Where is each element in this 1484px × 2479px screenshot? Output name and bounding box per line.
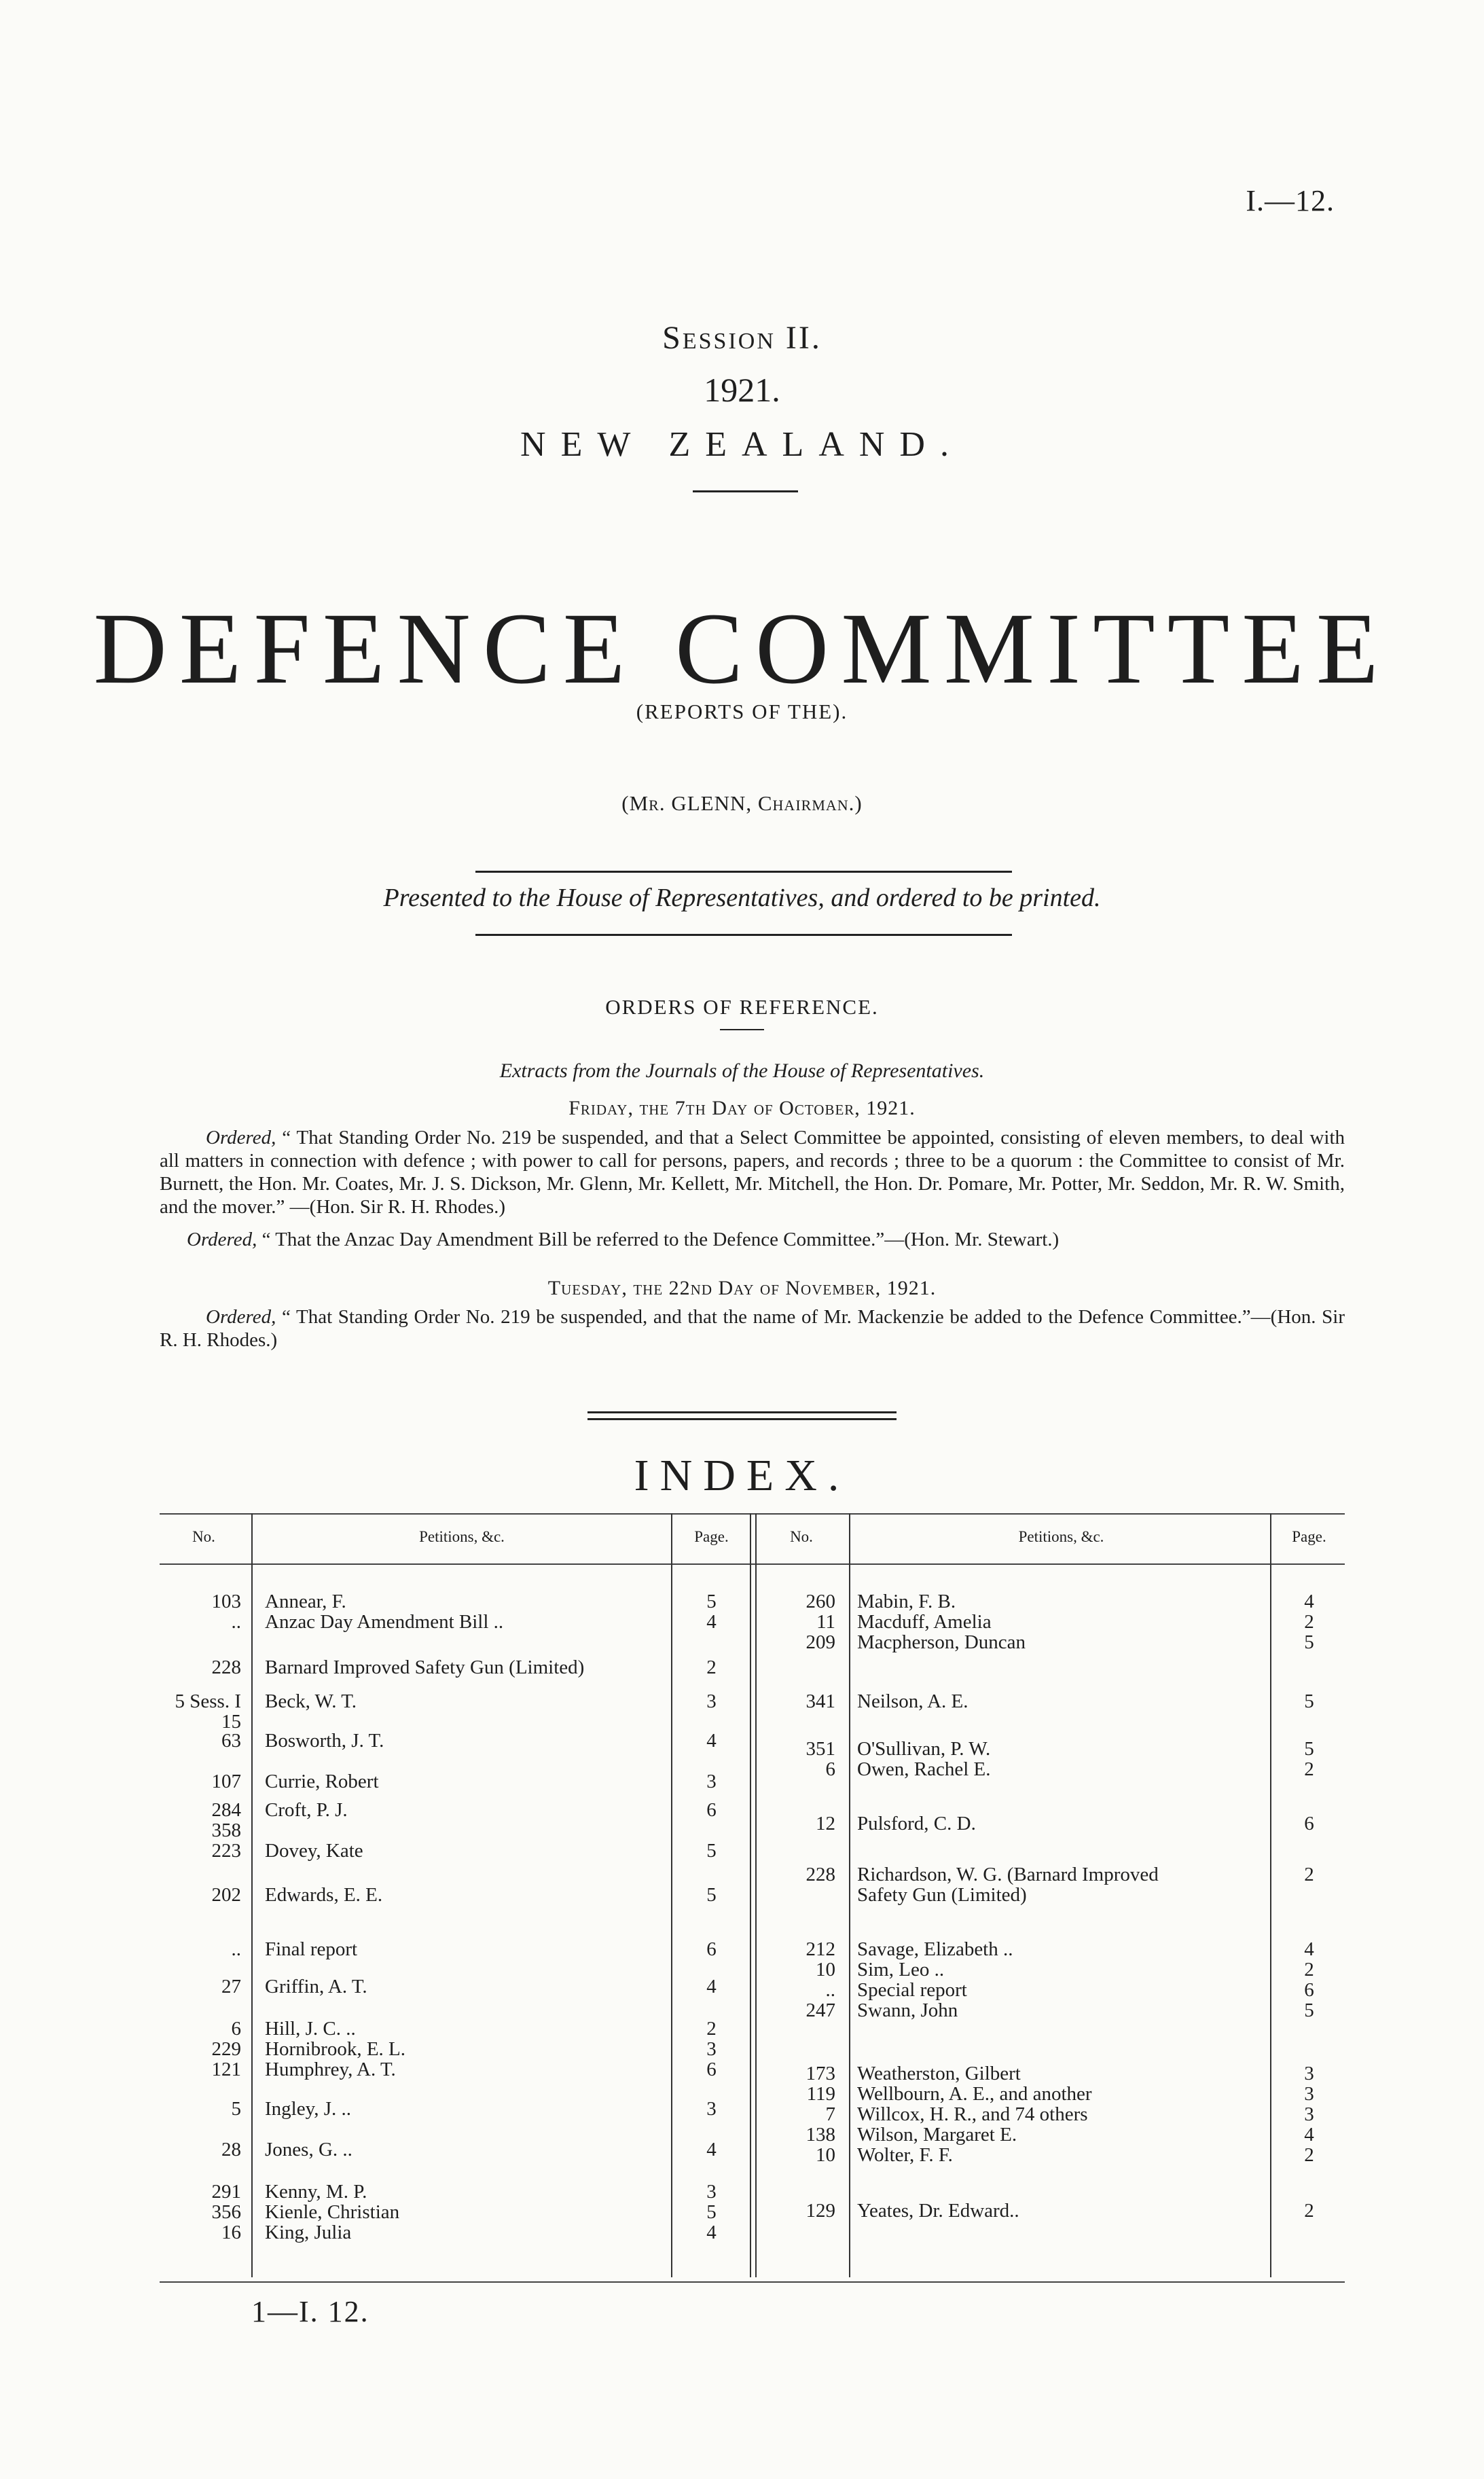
row-number: 16 [221, 2222, 241, 2243]
row-page: 3 [1304, 2083, 1314, 2105]
row-petition: Beck, W. T. [265, 1690, 357, 1712]
row-petition: Yeates, Dr. Edward.. [857, 2200, 1019, 2222]
row-number: .. [231, 1938, 241, 1960]
row-petition: Sim, Leo .. [857, 1959, 945, 1980]
col-header-no: No. [790, 1528, 813, 1545]
row-petition: Weatherston, Gilbert [857, 2063, 1021, 2084]
col-header-petitions: Petitions, &c. [419, 1528, 505, 1545]
row-petition: Currie, Robert [265, 1771, 379, 1792]
row-page: 5 [1304, 2000, 1314, 2021]
page-subtitle: (REPORTS OF THE). [636, 700, 848, 723]
row-number: 228 [211, 1657, 241, 1678]
col-header-petitions: Petitions, &c. [1018, 1528, 1104, 1545]
row-number: 12 [816, 1813, 835, 1834]
row-page: 3 [1304, 2063, 1314, 2084]
row-petition: Hill, J. C. .. [265, 2018, 356, 2040]
divider [587, 1411, 897, 1413]
row-petition: Savage, Elizabeth .. [857, 1938, 1013, 1960]
session-label: Session II. [662, 320, 822, 356]
divider [693, 490, 798, 492]
row-page: 6 [706, 1938, 717, 1960]
row-number: 358 [211, 1820, 241, 1841]
row-petition: Special report [857, 1979, 967, 2001]
row-number: 10 [816, 1959, 835, 1980]
row-number: 228 [806, 1864, 835, 1885]
country-label: NEW ZEALAND. [520, 425, 964, 464]
table-bottom-rule [160, 2281, 1345, 2283]
chairman-label: (Mr. GLENN, Chairman.) [621, 791, 863, 815]
row-page: 4 [1304, 2124, 1314, 2146]
row-petition: Croft, P. J. [265, 1799, 348, 1821]
row-number: 129 [806, 2200, 835, 2222]
row-page: 2 [1304, 1758, 1314, 1780]
row-page: 5 [706, 1884, 717, 1906]
row-number: 260 [806, 1591, 835, 1612]
row-page: 6 [1304, 1979, 1314, 2001]
row-page: 6 [706, 2059, 717, 2080]
row-petition: Jones, G. .. [265, 2139, 352, 2160]
row-number: 351 [806, 1738, 835, 1760]
order-date-1: Friday, the 7th Day of October, 1921. [568, 1097, 916, 1119]
row-number: 202 [211, 1884, 241, 1906]
presented-note: Presented to the House of Representatives, and ordered to be printed. [383, 884, 1101, 912]
column-rule [755, 1513, 757, 2277]
row-number: 27 [221, 1976, 241, 1997]
row-page: 2 [1304, 1959, 1314, 1980]
row-page: 2 [706, 1657, 717, 1678]
row-number: 28 [221, 2139, 241, 2160]
row-petition: Hornibrook, E. L. [265, 2038, 405, 2060]
row-page: 4 [706, 2222, 717, 2243]
table-header-rule [160, 1563, 1345, 1565]
row-petition: Barnard Improved Safety Gun (Limited) [265, 1657, 585, 1678]
column-rule [671, 1513, 672, 2277]
row-number: 341 [806, 1690, 835, 1712]
row-petition: Dovey, Kate [265, 1840, 363, 1862]
column-rule [750, 1513, 751, 2277]
row-number: 6 [231, 2018, 241, 2040]
row-number: 5 [231, 2098, 241, 2120]
row-page: 3 [706, 2038, 717, 2060]
divider [475, 871, 1012, 873]
row-page: 3 [1304, 2103, 1314, 2125]
row-petition: Wilson, Margaret E. [857, 2124, 1017, 2146]
col-header-page: Page. [1292, 1528, 1326, 1545]
order-lead: Ordered, [206, 1127, 276, 1148]
column-rule [251, 1513, 253, 2277]
page-title: DEFENCE COMMITTEE [93, 592, 1391, 705]
row-petition: Bosworth, J. T. [265, 1730, 384, 1752]
col-header-no: No. [192, 1528, 215, 1545]
extracts-heading: Extracts from the Journals of the House of Representatives. [499, 1060, 985, 1082]
row-number: 5 Sess. I [175, 1690, 241, 1712]
row-number: 10 [816, 2144, 835, 2166]
row-petition: Annear, F. [265, 1591, 346, 1612]
order-paragraph-3 [160, 1305, 1345, 1352]
row-page: 3 [706, 2181, 717, 2203]
row-page: 5 [706, 1591, 717, 1612]
orders-heading: ORDERS OF REFERENCE. [605, 995, 879, 1019]
row-petition: Anzac Day Amendment Bill .. [265, 1611, 504, 1633]
order-paragraph-1 [160, 1126, 1345, 1218]
row-petition: Kenny, M. P. [265, 2181, 367, 2203]
col-header-page: Page. [694, 1528, 729, 1545]
divider [720, 1029, 764, 1030]
row-page: 5 [706, 2201, 717, 2223]
row-petition: Macpherson, Duncan [857, 1631, 1026, 1653]
row-petition: O'Sullivan, P. W. [857, 1738, 991, 1760]
row-page: 5 [1304, 1738, 1314, 1760]
row-number: 63 [221, 1730, 241, 1752]
row-page: 3 [706, 1771, 717, 1792]
row-page: 6 [706, 1799, 717, 1821]
order-text: “ That Standing Order No. 219 be suspended, and that the name of Mr. Mackenzie be added to the Defence Committee.”—(Hon. Sir R. H. Rhodes.) [160, 1306, 1345, 1351]
row-petition: Final report [265, 1938, 358, 1960]
row-petition: Kienle, Christian [265, 2201, 400, 2223]
index-heading: INDEX. [634, 1451, 850, 1500]
row-number: 291 [211, 2181, 241, 2203]
row-number: 212 [806, 1938, 835, 1960]
row-petition: Humphrey, A. T. [265, 2059, 396, 2080]
divider [587, 1418, 897, 1420]
row-page: 4 [1304, 1938, 1314, 1960]
row-number: 209 [806, 1631, 835, 1653]
document-reference: I.—12. [1246, 184, 1335, 217]
row-petition: Willcox, H. R., and 74 others [857, 2103, 1088, 2125]
row-page: 2 [1304, 1611, 1314, 1633]
row-page: 4 [706, 1976, 717, 1997]
row-number: 173 [806, 2063, 835, 2084]
row-number: 6 [825, 1758, 835, 1780]
row-number: 247 [806, 2000, 835, 2021]
row-page: 4 [706, 2139, 717, 2160]
row-number: 356 [211, 2201, 241, 2223]
row-petition: Pulsford, C. D. [857, 1813, 976, 1834]
row-petition: Ingley, J. .. [265, 2098, 351, 2120]
row-number: 107 [211, 1771, 241, 1792]
row-petition: Owen, Rachel E. [857, 1758, 991, 1780]
row-number: .. [231, 1611, 241, 1633]
row-number: 229 [211, 2038, 241, 2060]
order-date-2: Tuesday, the 22nd Day of November, 1921. [547, 1277, 937, 1299]
page-footer: 1—I. 12. [251, 2295, 369, 2328]
row-petition: Swann, John [857, 2000, 958, 2021]
row-page: 4 [706, 1611, 717, 1633]
row-number: .. [825, 1979, 835, 2001]
row-petition: King, Julia [265, 2222, 352, 2243]
row-page: 4 [706, 1730, 717, 1752]
row-petition: Wolter, F. F. [857, 2144, 953, 2166]
row-page: 4 [1304, 1591, 1314, 1612]
row-number: 121 [211, 2059, 241, 2080]
row-number: 11 [816, 1611, 835, 1633]
order-lead: Ordered, [206, 1306, 276, 1328]
row-page: 3 [706, 2098, 717, 2120]
order-lead: Ordered, [187, 1229, 257, 1250]
divider [475, 934, 1012, 936]
order-text: “ That the Anzac Day Amendment Bill be referred to the Defence Committee.”—(Hon. Mr. Stewart.) [261, 1229, 1060, 1250]
row-number: 15 [221, 1711, 241, 1733]
row-page: 3 [706, 1690, 717, 1712]
row-petition: Neilson, A. E. [857, 1690, 969, 1712]
row-number: 103 [211, 1591, 241, 1612]
row-petition: Edwards, E. E. [265, 1884, 383, 1906]
row-number: 284 [211, 1799, 241, 1821]
row-petition: Wellbourn, A. E., and another [857, 2083, 1092, 2105]
row-number: 7 [825, 2103, 835, 2125]
year-label: 1921. [704, 371, 780, 409]
table-top-rule [160, 1513, 1345, 1515]
row-petition: Macduff, Amelia [857, 1611, 992, 1633]
order-text: “ That Standing Order No. 219 be suspended, and that a Select Committee be appointed, consisting of eleven members, to deal with all matters in connection with defence ; with power to call for persons, papers, and records ; three to be a quorum : the Committee to consist of Mr. Burnett, the Hon. Mr. Coates, Mr. J. S. Dickson, Mr. Glenn, Mr. Kellett, Mr. Mitchell, the Hon. Dr. Pomare, Mr. Potter, Mr. Seddon, Mr. R. W. Smith, and the mover.” —(Hon. Sir R. H. Rhodes.) [160, 1127, 1345, 1218]
row-page: 5 [706, 1840, 717, 1862]
row-page: 2 [1304, 2144, 1314, 2166]
row-page: 2 [706, 2018, 717, 2040]
row-page: 6 [1304, 1813, 1314, 1834]
row-number: 119 [806, 2083, 835, 2105]
column-rule [849, 1513, 850, 2277]
row-page: 2 [1304, 1864, 1314, 1885]
row-page: 5 [1304, 1631, 1314, 1653]
row-petition: Mabin, F. B. [857, 1591, 956, 1612]
row-number: 138 [806, 2124, 835, 2146]
row-page: 5 [1304, 1690, 1314, 1712]
row-petition: Safety Gun (Limited) [857, 1884, 1027, 1906]
row-petition: Richardson, W. G. (Barnard Improved [857, 1864, 1159, 1885]
column-rule [1270, 1513, 1271, 2277]
row-page: 2 [1304, 2200, 1314, 2222]
row-number: 223 [211, 1840, 241, 1862]
order-paragraph-2 [160, 1228, 1345, 1251]
row-petition: Griffin, A. T. [265, 1976, 367, 1997]
